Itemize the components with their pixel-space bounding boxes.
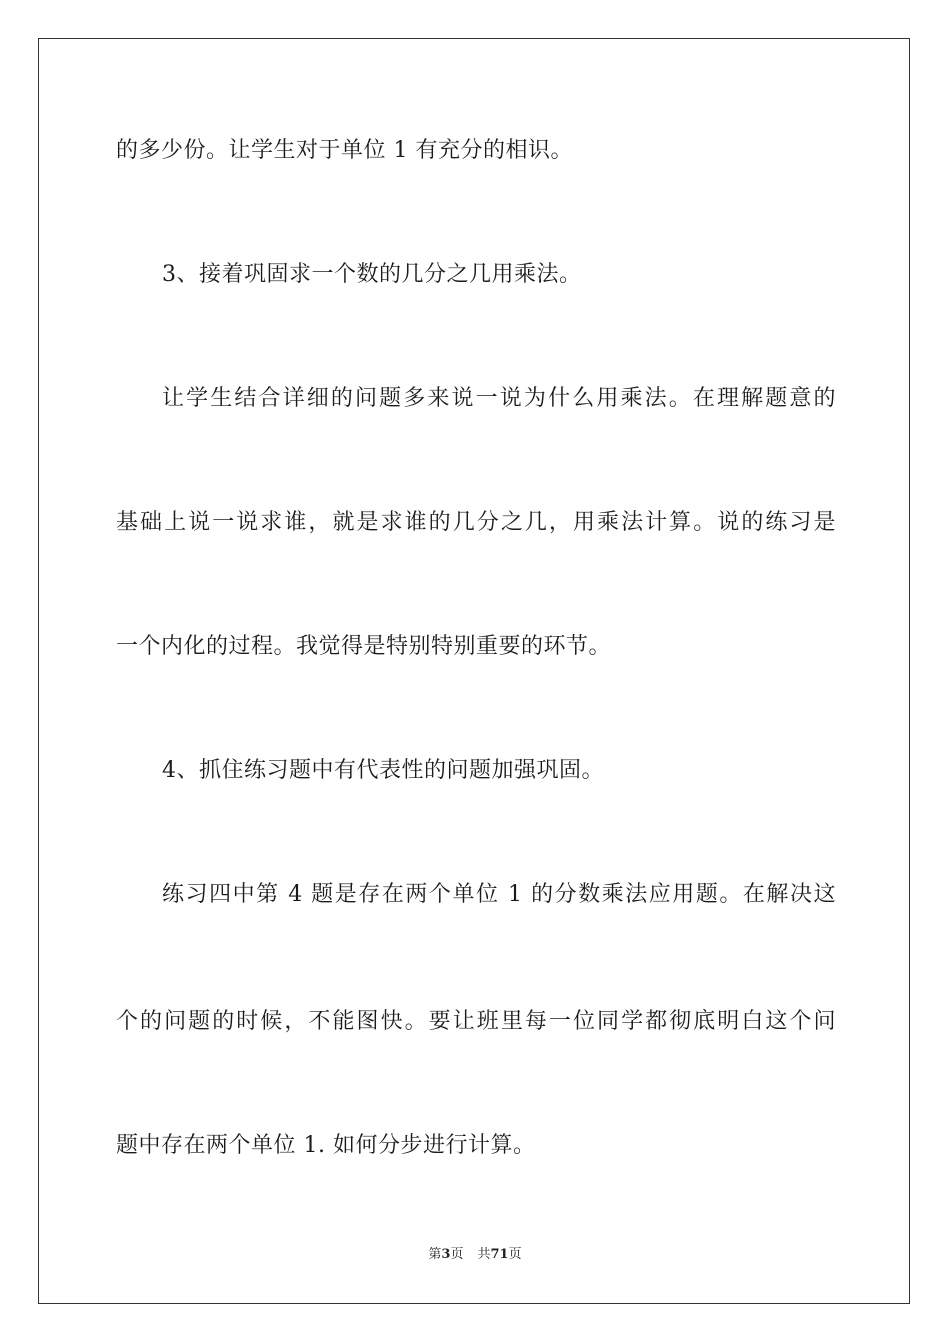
page-border — [38, 38, 910, 1304]
paragraph-line: 个的问题的时候，不能图快。要让班里每一位同学都彻底明白这个问 — [116, 1009, 836, 1034]
total-suffix: 页 — [508, 1247, 522, 1262]
page-prefix: 第 — [428, 1247, 442, 1262]
page-number: 3 — [441, 1247, 451, 1262]
total-pages: 71 — [490, 1247, 509, 1262]
paragraph-line: 让学生结合详细的问题多来说一说为什么用乘法。在理解题意的 — [162, 386, 836, 411]
total-prefix: 共 — [477, 1247, 491, 1262]
paragraph-line: 题中存在两个单位 1. 如何分步进行计算。 — [116, 1133, 536, 1158]
page-suffix: 页 — [450, 1247, 464, 1262]
paragraph-line: 3、接着巩固求一个数的几分之几用乘法。 — [162, 262, 582, 287]
paragraph-line: 的多少份。让学生对于单位 1 有充分的相识。 — [116, 138, 573, 163]
paragraph-line: 4、抓住练习题中有代表性的问题加强巩固。 — [162, 758, 604, 783]
page-footer — [0, 1246, 950, 1264]
paragraph-line: 一个内化的过程。我觉得是特别特别重要的环节。 — [116, 634, 612, 659]
paragraph-line: 练习四中第 4 题是存在两个单位 1 的分数乘法应用题。在解决这 — [162, 882, 837, 907]
paragraph-line: 基础上说一说求谁，就是求谁的几分之几，用乘法计算。说的练习是 — [116, 510, 836, 535]
